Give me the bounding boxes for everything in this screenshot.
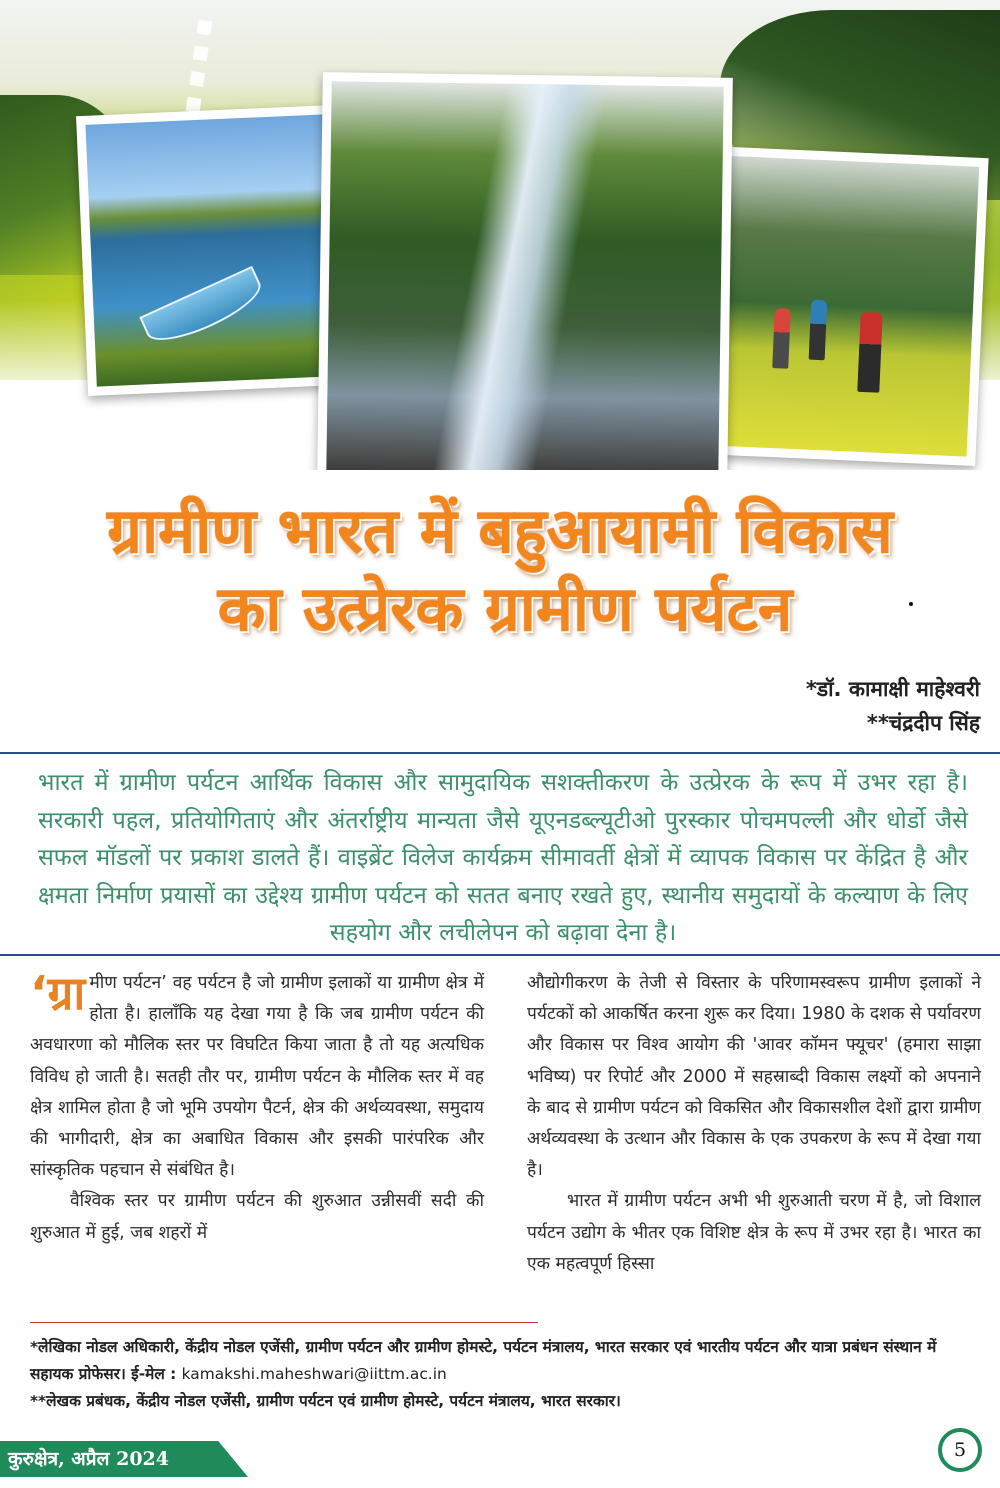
left-paragraph-1-text: मीण पर्यटन’ वह पर्यटन है जो ग्रामीण इलाकों या ग्रामीण क्षेत्र में होता है। हालाँकि यह देखा गया है कि जब ग्रामीण पर्यटन की अवधारणा को मौलिक स्तर पर विघटित किया जाता है तो यह अत्यधिक विविध हो जाती है। सतही तौर पर, ग्रामीण पर्यटन के मौलिक स्तर में वह क्षेत्र शामिल होता है जो भूमि उपयोग पैटर्न, क्षेत्र की अर्थव्यवस्था, समुदाय की भागीदारी, क्षेत्र का अबाधित विकास और इसकी पारंपरिक और सांस्कृतिक पहचान से संबंधित है। bbox=[30, 973, 484, 1181]
hiker-figure bbox=[809, 300, 828, 361]
hero-collage bbox=[0, 0, 1000, 470]
footnote-divider bbox=[30, 1322, 538, 1323]
abstract-text: भारत में ग्रामीण पर्यटन आर्थिक विकास और सामुदायिक सशक्तीकरण के उत्प्रेरक के रूप में उभर रहा है। सरकारी पहल, प्रतियोगिताएं और अंतर्राष्ट्रीय मान्यता जैसे यूएनडब्ल्यूटीओ पुरस्कार पोचमपल्ली और धोर्डो जैसे सफल मॉडलों पर प्रकाश डालते हैं। वाइब्रेंट विलेज कार्यक्रम सीमावर्ती क्षेत्रों में व्यापक विकास पर केंद्रित है और क्षमता निर्माण प्रयासों का उद्देश्य ग्रामीण पर्यटन को सतत बनाए रखते हुए, स्थानीय समुदायों के कल्याण के लिए सहयोग और लचीलेपन को बढ़ावा देना है। bbox=[38, 768, 968, 946]
footnote-2: **लेखक प्रबंधक, केंद्रीय नोडल एजेंसी, ग्रामीण पर्यटन एवं ग्रामीण होमस्टे, पर्यटन मंत्रालय, भारत सरकार। bbox=[30, 1392, 621, 1410]
hikers-picture bbox=[705, 155, 979, 456]
boat-image bbox=[139, 266, 268, 352]
left-paragraph-2: वैश्विक स्तर पर ग्रामीण पर्यटन की शुरुआत उन्नीसवीं सदी की शुरुआत में हुई, जब शहरों में bbox=[30, 1191, 484, 1243]
body-column-right bbox=[527, 968, 981, 1280]
hikers-photo bbox=[695, 146, 988, 466]
waterfall-picture bbox=[326, 81, 723, 470]
page-number: 5 bbox=[938, 1428, 982, 1472]
hiker-figure bbox=[772, 308, 791, 369]
abstract-bottom-rule bbox=[0, 954, 1000, 956]
right-paragraph-2: भारत में ग्रामीण पर्यटन अभी भी शुरुआती चरण में है, जो विशाल पर्यटन उद्योग के भीतर एक विशिष्ट क्षेत्र के रूप में उभर रहा है। भारत का एक महत्वपूर्ण हिस्सा bbox=[527, 1191, 981, 1274]
footnote-1 bbox=[30, 1334, 970, 1388]
print-speck bbox=[909, 602, 913, 606]
footnotes bbox=[30, 1334, 970, 1415]
email-link[interactable]: kamakshi.maheshwari@iittm.ac.in bbox=[181, 1365, 447, 1383]
hiker-figure bbox=[857, 312, 882, 393]
journal-name: कुरुक्षेत्र, अप्रैल 2024 bbox=[8, 1448, 169, 1470]
title-line-1: ग्रामीण भारत में बहुआयामी विकास bbox=[107, 494, 893, 567]
abstract-top-rule bbox=[0, 752, 1000, 754]
waterfall-photo bbox=[317, 72, 733, 470]
author-block bbox=[806, 672, 980, 740]
title-line-2: का उत्प्रेरक ग्रामीण पर्यटन bbox=[217, 572, 793, 645]
body-paragraph bbox=[30, 968, 484, 1186]
body-column-left bbox=[30, 968, 484, 1249]
author-1: *डॉ. कामाक्षी माहेश्वरी bbox=[805, 677, 980, 701]
article-title bbox=[0, 492, 1000, 648]
lake-picture bbox=[85, 113, 358, 386]
drop-cap: ‘ग्रा bbox=[30, 966, 86, 1020]
author-2: **चंद्रदीप सिंह bbox=[866, 711, 980, 735]
footnote-1-text: *लेखिका नोडल अधिकारी, केंद्रीय नोडल एजेंसी, ग्रामीण पर्यटन और ग्रामीण होमस्टे, पर्यटन मंत्रालय, भारत सरकार एवं भारतीय पर्यटन और यात्रा प्रबंधन संस्थान में सहायक प्रोफेसर। ई-मेल : bbox=[30, 1338, 937, 1383]
right-paragraph-1: औद्योगीकरण के तेजी से विस्तार के परिणामस्वरूप ग्रामीण इलाकों ने पर्यटकों को आकर्षित करना शुरू कर दिया। 1980 के दशक से पर्यावरण और विकास पर विश्व आयोग की 'आवर कॉमन फ्यूचर' (हमारा साझा भविष्य) पर रिपोर्ट और 2000 में सहस्राब्दी विकास लक्ष्यों को अपनाने के बाद से ग्रामीण पर्यटन को विकसित और विकासशील देशों द्वारा ग्रामीण अर्थव्यवस्था के उत्थान और विकास के एक उपकरण के रूप में देखा गया है। bbox=[527, 973, 981, 1181]
